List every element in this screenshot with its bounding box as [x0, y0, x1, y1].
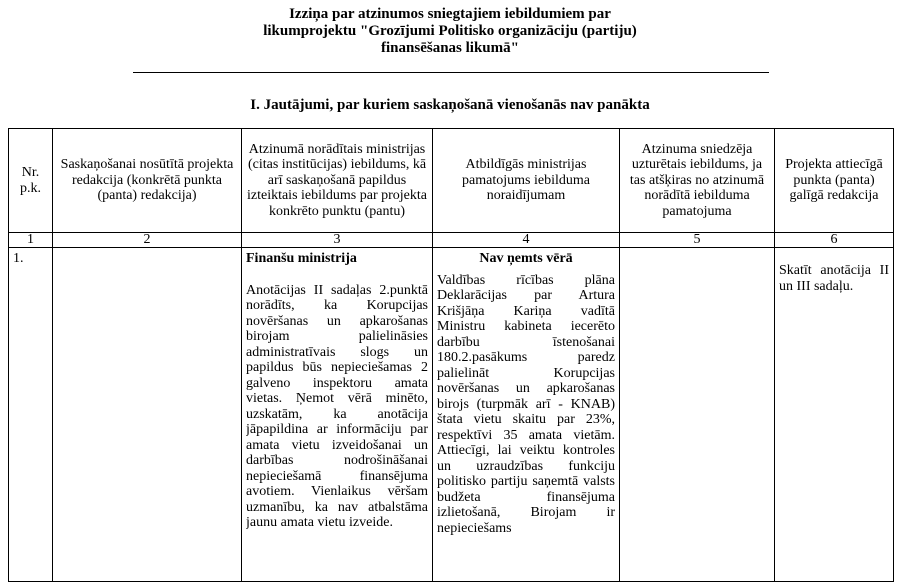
column-number: 2 [53, 233, 242, 248]
row-number: 1. [9, 248, 53, 582]
column-number: 6 [775, 233, 894, 248]
draft-wording-cell [53, 248, 242, 582]
title-divider [133, 72, 769, 73]
objection-text: Anotācijas II sadaļas 2.punktā norādīts, ka Korupcijas novēršanas un apkarošanas birojam palielināsies administratīvais slogs un papildus būs nepieciešamas 2 galveno inspektoru amata vietas. Ņemot vērā minēto, uzskatām, ka anotācija jāpapildina ar informāciju par amata vietu izveidošanai un darbības nodrošināšanai nepieciešamā finansējuma avotiem. Vienlaikus vēršam uzmanību, ka nav atbalstāma jaunu amata vietu izveide. [246, 282, 428, 530]
table-header-row [9, 129, 894, 233]
objection-cell [242, 248, 433, 582]
section-heading: I. Jautājumi, par kuriem saskaņošanā vienošanās nav panākta [250, 97, 650, 113]
header-rejection-reason: Atbildīgās ministrijas pamatojums iebilduma noraidījumam [433, 129, 620, 233]
response-status: Nav ņemts vērā [479, 251, 573, 266]
column-number: 3 [242, 233, 433, 248]
header-final-wording: Projekta attiecīgā punkta (panta) galīgā redakcija [775, 129, 894, 233]
title-line-1: Izziņa par atzinumos sniegtajiem iebildumiem par [289, 6, 611, 22]
table-row [9, 248, 894, 582]
header-draft-wording: Saskaņošanai nosūtītā projekta redakcija (konkrētā punkta (panta) redakcija) [53, 129, 242, 233]
column-number-row [9, 233, 894, 248]
header-objection: Atzinumā norādītais ministrijas (citas institūcijas) iebildums, kā arī saskaņošanā papildus izteiktais iebildums par projekta konkrēto punktu (pantu) [242, 129, 433, 233]
final-wording-cell [775, 248, 894, 582]
title-line-3: finansēšanas likumā" [381, 40, 519, 56]
maintained-objection-cell [620, 248, 775, 582]
column-number: 5 [620, 233, 775, 248]
objection-author: Finanšu ministrija [246, 251, 357, 266]
header-maintained-objection: Atzinuma sniedzēja uzturētais iebildums, ja tas atšķiras no atzinumā norādītā iebilduma pamatojuma [620, 129, 775, 233]
final-wording-text: Skatīt anotācija II un III sadaļu. [779, 263, 889, 294]
document-title [0, 6, 900, 57]
header-nr: Nr. p.k. [9, 129, 53, 233]
objections-table [8, 128, 894, 582]
rejection-reason-cell [433, 248, 620, 582]
response-text: Valdības rīcības plāna Deklarācijas par Artura Krišjāņa Kariņa vadītā Ministru kabineta iecerēto darbību īstenošanai 180.2.pasākums paredz palielināt Korupcijas novēršanas un apkarošanas birojs (turpmāk arī - KNAB) štata vietu skaitu par 23%, respektīvi 35 amata vietām. Attiecīgi, lai veiktu kontroles un uzraudzības funkciju politisko partiju saņemtā valsts budžeta finansējuma izlietošanā, Birojam ir nepieciešams [437, 272, 615, 536]
column-number: 1 [9, 233, 53, 248]
title-line-2: likumprojektu "Grozījumi Politisko organizāciju (partiju) [263, 23, 637, 39]
column-number: 4 [433, 233, 620, 248]
